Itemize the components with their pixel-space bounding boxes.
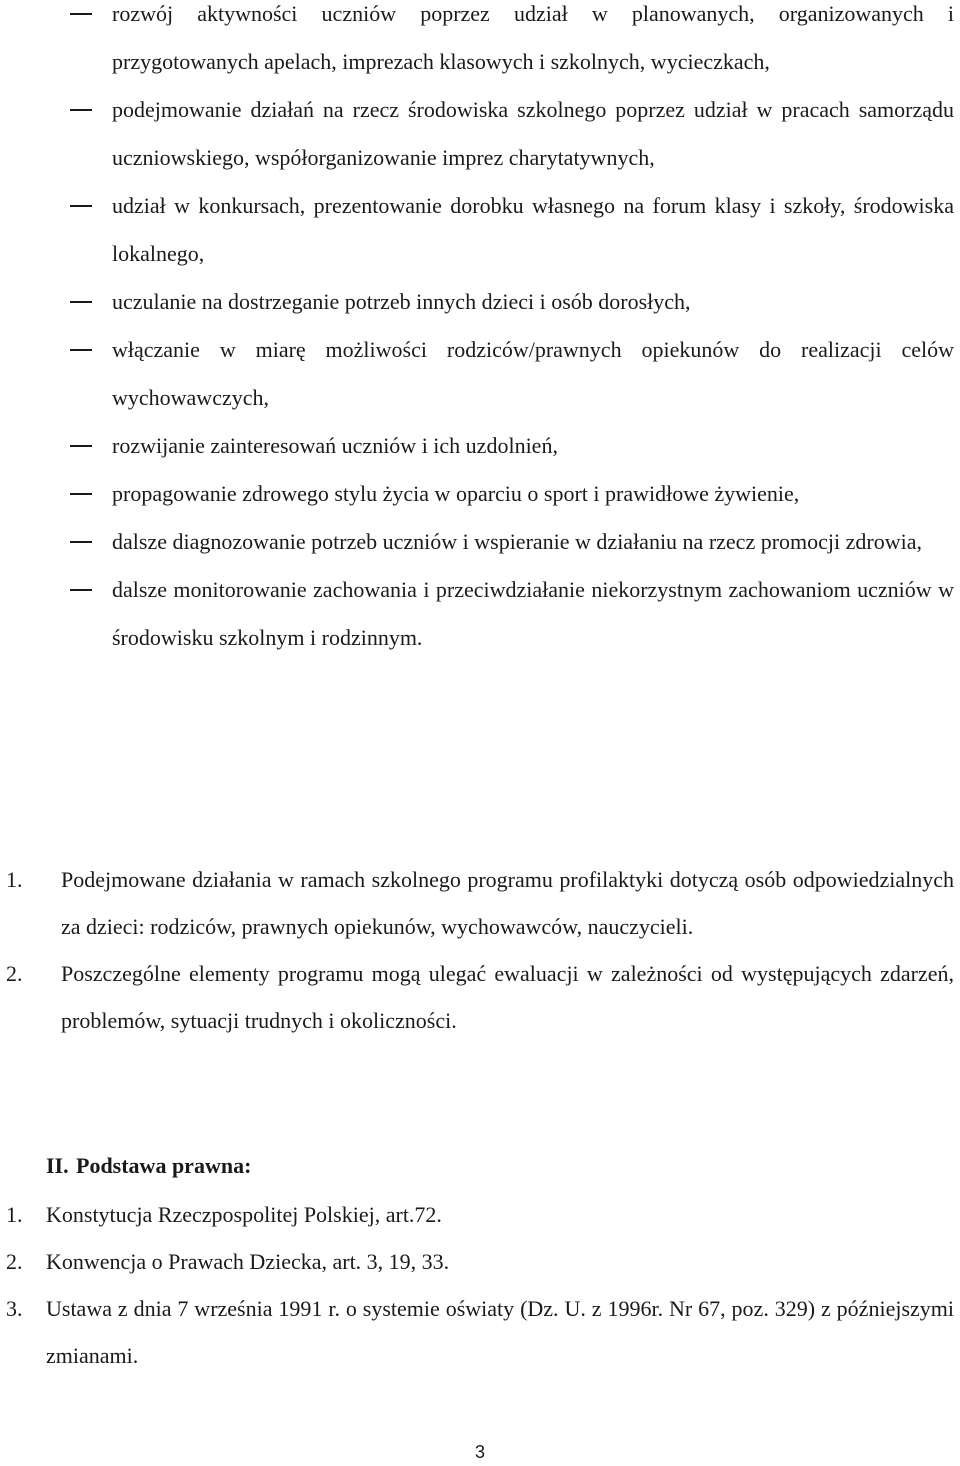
numbered-paragraph-list — [0, 856, 960, 1044]
legal-item-text: Konwencja o Prawach Dziecka, art. 3, 19, 33. — [46, 1249, 450, 1274]
legal-item-number: 2. — [6, 1249, 23, 1274]
list-item-text: włączanie w miarę możliwości rodziców/prawnych opiekunów do realizacji celów wychowawczych, — [112, 337, 954, 410]
numbered-paragraph — [0, 856, 960, 950]
dash-bullet — [70, 278, 92, 326]
legal-basis-list — [0, 1191, 960, 1379]
dash-bullet — [70, 470, 92, 518]
list-item — [0, 0, 960, 86]
list-item — [0, 470, 960, 518]
list-item — [0, 86, 960, 182]
page-number: 3 — [474, 1442, 485, 1462]
legal-item — [0, 1238, 960, 1285]
list-item-text: dalsze diagnozowanie potrzeb uczniów i wspieranie w działaniu na rzecz promocji zdrowia, — [112, 529, 922, 554]
list-item — [0, 326, 960, 422]
list-item-text: rozwijanie zainteresowań uczniów i ich uzdolnień, — [112, 433, 558, 458]
list-item-text: uczulanie na dostrzeganie potrzeb innych dzieci i osób dorosłych, — [112, 289, 691, 314]
list-item — [0, 518, 960, 566]
dash-bullet — [70, 182, 92, 230]
legal-item-number: 1. — [6, 1202, 23, 1227]
dash-bullet — [70, 326, 92, 374]
list-item-text: udział w konkursach, prezentowanie dorobku własnego na forum klasy i szkoły, środowiska lokalnego, — [112, 193, 954, 266]
section-heading — [46, 1145, 251, 1187]
legal-item-text: Ustawa z dnia 7 września 1991 r. o systemie oświaty (Dz. U. z 1996r. Nr 67, poz. 329) z późniejszymi zmianami. — [46, 1296, 954, 1368]
list-item-text: podejmowanie działań na rzecz środowiska szkolnego poprzez udział w pracach samorządu uczniowskiego, współorganizowanie imprez charytatywnych, — [112, 97, 954, 170]
paragraph-text: Poszczególne elementy programu mogą ulegać ewaluacji w zależności od występujących zdarzeń, problemów, sytuacji trudnych i okoliczności. — [61, 961, 954, 1033]
list-item — [0, 422, 960, 470]
list-item-text: propagowanie zdrowego stylu życia w oparciu o sport i prawidłowe żywienie, — [112, 481, 800, 506]
list-item-text: rozwój aktywności uczniów poprzez udział w planowanych, organizowanych i przygotowanych apelach, imprezach klasowych i szkolnych, wycieczkach, — [112, 1, 954, 74]
section-title: Podstawa prawna: — [76, 1153, 252, 1178]
dash-bullet — [70, 0, 92, 38]
list-item — [0, 278, 960, 326]
paragraph-number: 2. — [6, 961, 23, 986]
list-item — [0, 566, 960, 662]
paragraph-number: 1. — [6, 867, 23, 892]
dash-bullet — [70, 566, 92, 614]
legal-item — [0, 1285, 960, 1379]
legal-item — [0, 1191, 960, 1238]
dash-bullet-list — [0, 0, 960, 662]
section-number: II. — [46, 1153, 69, 1178]
paragraph-text: Podejmowane działania w ramach szkolnego programu profilaktyki dotyczą osób odpowiedzialnych za dzieci: rodziców, prawnych opiekunów, wychowawców, nauczycieli. — [61, 867, 954, 939]
dash-bullet — [70, 86, 92, 134]
numbered-paragraph — [0, 950, 960, 1044]
legal-item-text: Konstytucja Rzeczpospolitej Polskiej, art.72. — [46, 1202, 442, 1227]
list-item-text: dalsze monitorowanie zachowania i przeciwdziałanie niekorzystnym zachowaniom uczniów w środowisku szkolnym i rodzinnym. — [112, 577, 954, 650]
dash-bullet — [70, 422, 92, 470]
legal-item-number: 3. — [6, 1296, 23, 1321]
list-item — [0, 182, 960, 278]
dash-bullet — [70, 518, 92, 566]
